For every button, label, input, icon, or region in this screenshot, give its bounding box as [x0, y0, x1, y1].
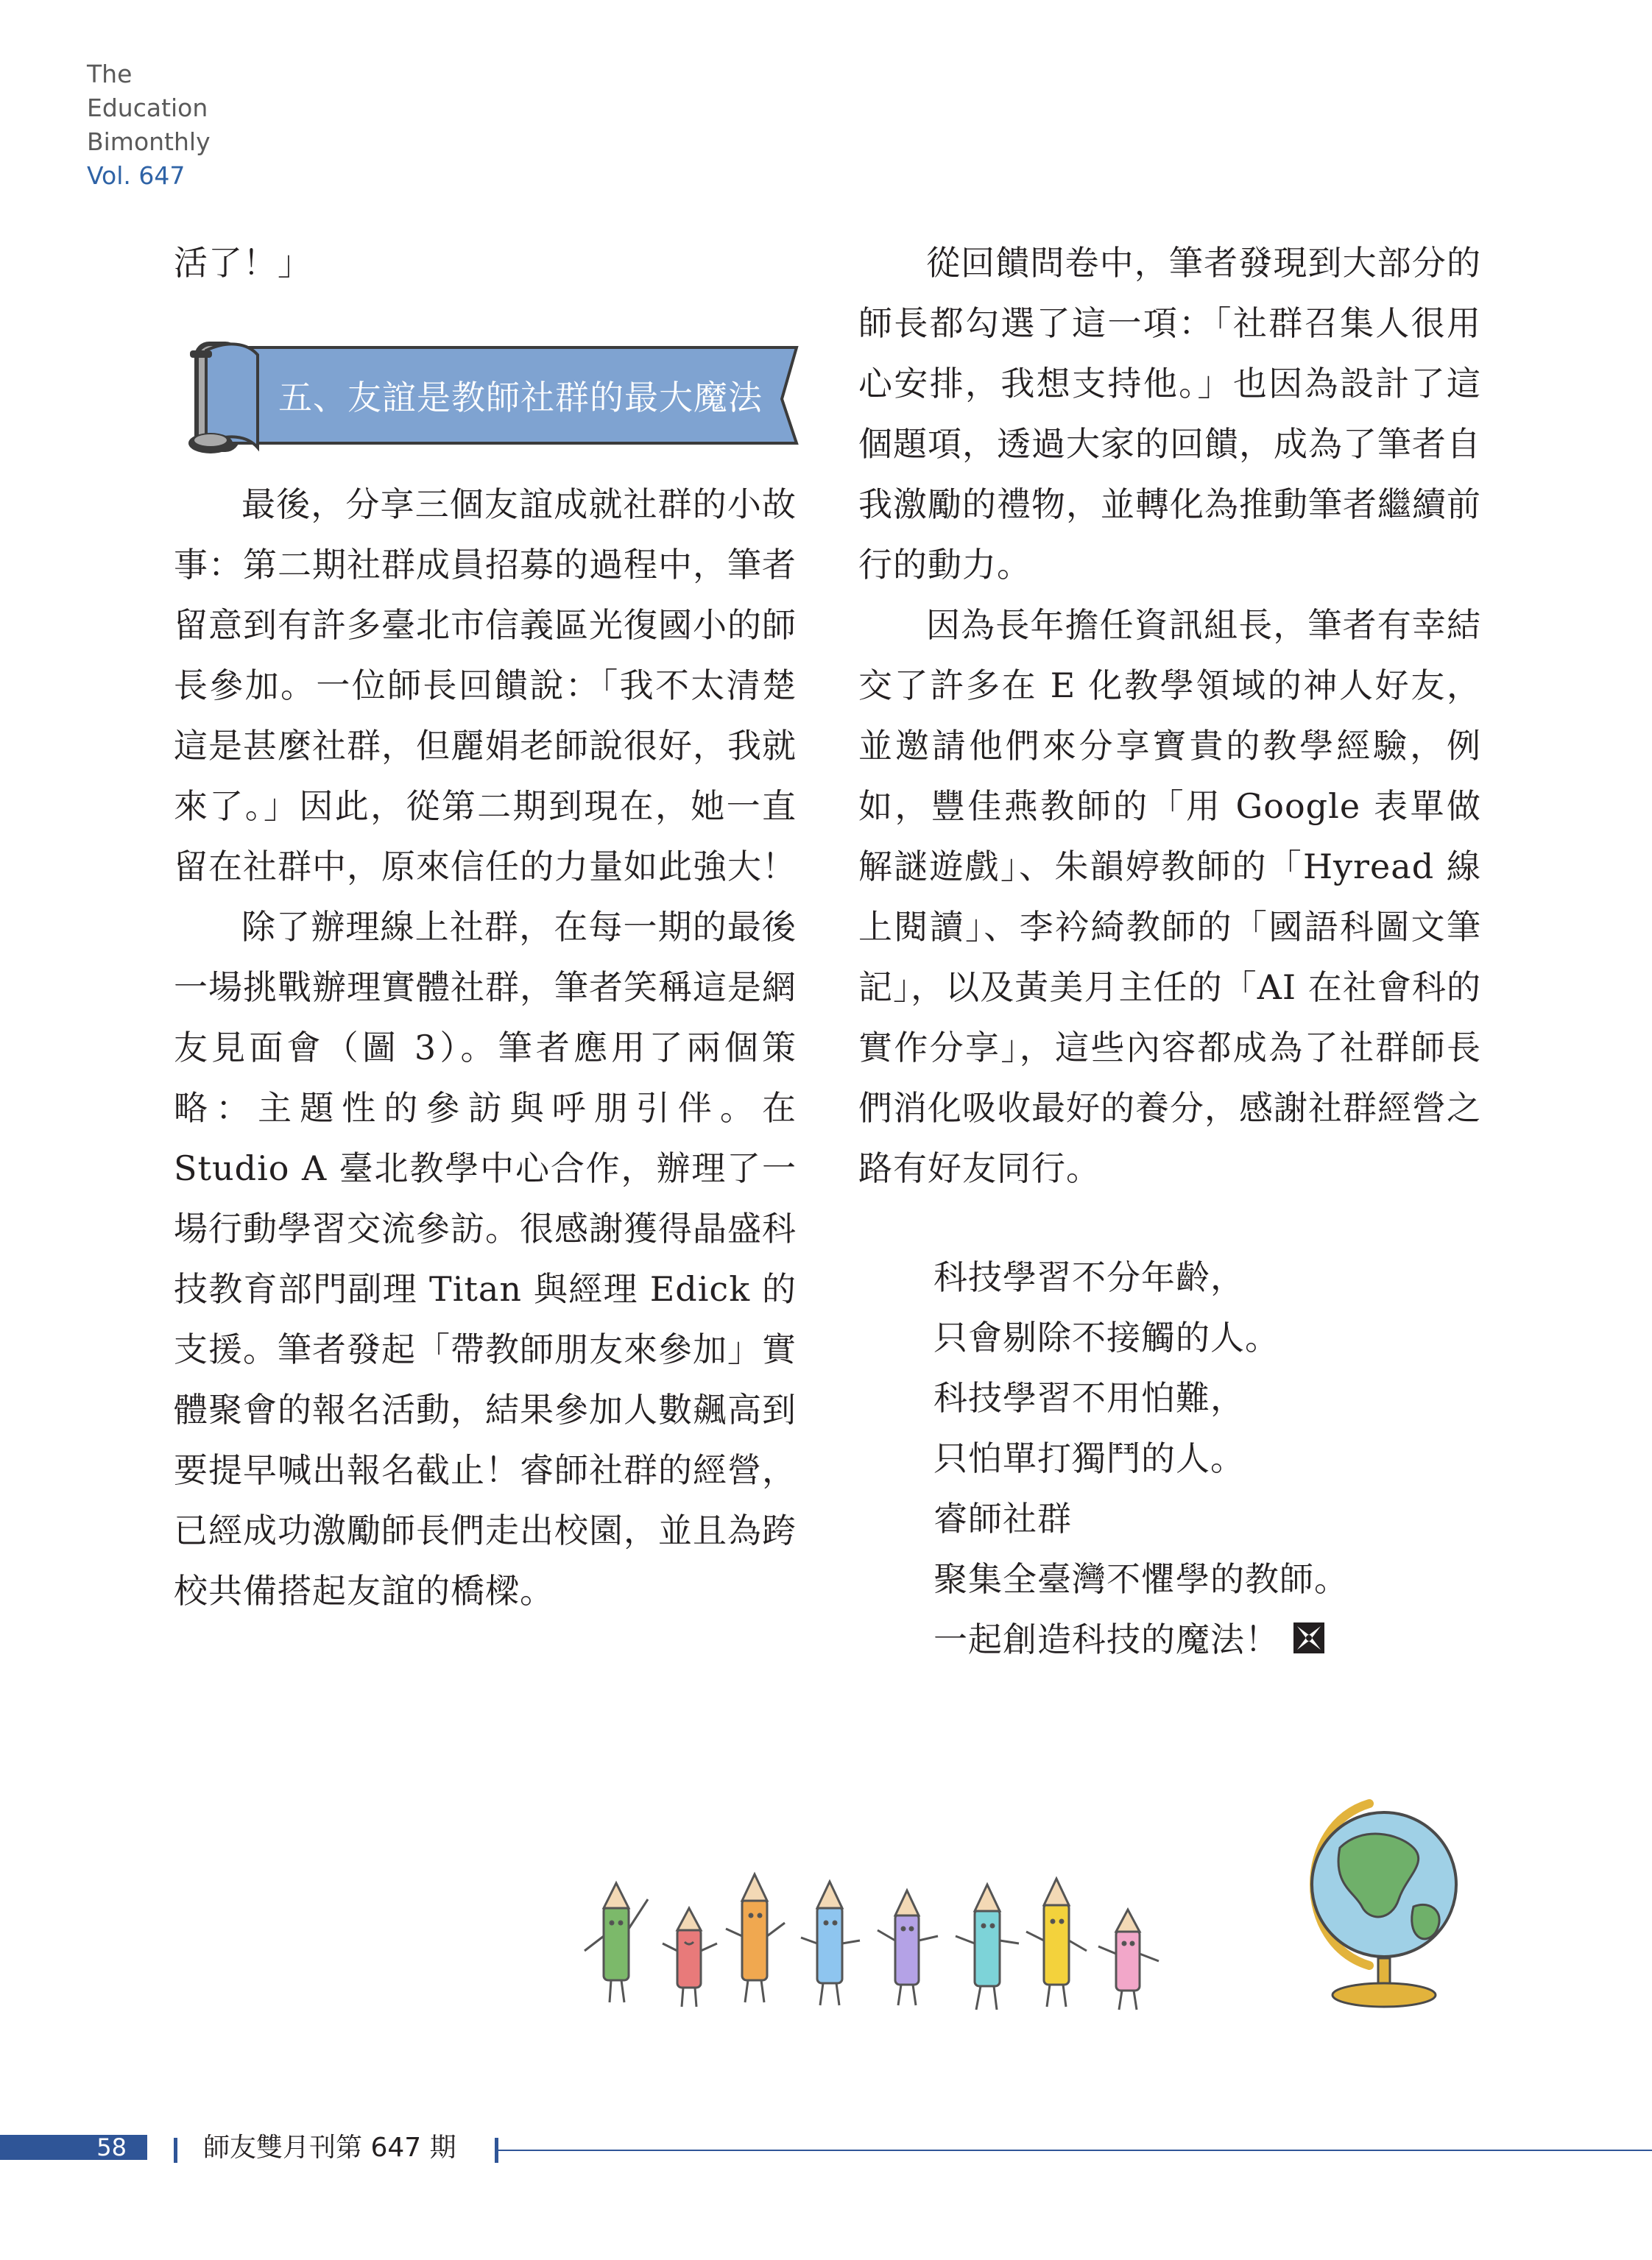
masthead-line-3: Bimonthly — [87, 127, 211, 156]
poem-line-4: 只怕單打獨鬥的人。 — [933, 1438, 1245, 1478]
crayon-pink — [1098, 1910, 1159, 2010]
globe-illustration — [1288, 1796, 1480, 2017]
poem-line-3: 科技學習不用怕難， — [933, 1378, 1245, 1418]
poem-line-5: 睿師社群 — [933, 1499, 1072, 1539]
closing-poem — [933, 1247, 1349, 1673]
crayon-characters-illustration — [574, 1870, 1237, 2017]
masthead — [87, 57, 211, 193]
crayon-yellow — [1026, 1879, 1087, 2007]
poem-line-7-wrap — [933, 1609, 1349, 1673]
left-column-body — [174, 474, 797, 1621]
right-paragraph-1: 從回饋問卷中，筆者發現到大部分的師長都勾選了這一項：「社群召集人很用心安排，我想支持他。」也因為設計了這個題項，透過大家的回饋，成為了筆者自我激勵的禮物，並轉化為推動筆者繼續前行的動力。 — [858, 243, 1481, 585]
poem-line-1: 科技學習不分年齡， — [933, 1257, 1245, 1297]
masthead-line-1: The — [87, 60, 133, 88]
volume-label: Vol. 647 — [87, 161, 186, 190]
left-column-top — [174, 233, 797, 293]
crayon-teal — [956, 1885, 1019, 2010]
publication-title: 師友雙月刊第 647 期 — [203, 2133, 456, 2163]
end-mark-icon — [1293, 1612, 1325, 1673]
crayon-green — [585, 1883, 648, 2002]
crayon-purple — [878, 1890, 938, 2005]
poem-line-6: 聚集全臺灣不懼學的教師。 — [933, 1559, 1349, 1599]
right-column — [858, 233, 1481, 1198]
section-heading: 五、友誼是教師社群的最大魔法 — [278, 378, 763, 417]
crayon-blue — [801, 1882, 860, 2005]
left-paragraph-2: 除了辦理線上社群，在每一期的最後一場挑戰辦理實體社群，筆者笑稱這是網友見面會（圖 3）。筆者應用了兩個策略：主題性的參訪與呼朋引伴。在 Studio A 臺北教學中心合作，辦理了一場行動學習交流參訪。很感謝獲得晶盛科技教育部門副理 Titan 與經理 Edick 的支援。筆者發起「帶教師朋友來參加」實體聚會的報名活動，結果參加人數飆高到要提早喊出報名截止！睿師社群的經營，已經成功激勵師長們走出校園，並且為跨校共備搭起友誼的橋樑。 — [174, 907, 797, 1611]
crayon-orange — [726, 1874, 785, 2002]
right-paragraph-2: 因為長年擔任資訊組長，筆者有幸結交了許多在 E 化教學領域的神人好友，並邀請他們來分享寶貴的教學經驗，例如，豐佳燕教師的「用 Google 表單做解謎遊戲」、朱韻婷教師的「Hyread 線上閱讀」、李衿綺教師的「國語科圖文筆記」，以及黃美月主任的「AI 在社會科的實作分享」，這些內容都成為了社群師長們消化吸收最好的養分，感謝社群經營之路有好友同行。 — [858, 605, 1481, 1188]
poem-line-2: 只會剔除不接觸的人。 — [933, 1318, 1279, 1357]
left-paragraph-0: 活了！」 — [174, 243, 312, 283]
page-number: 58 — [0, 2135, 147, 2160]
left-paragraph-1: 最後，分享三個友誼成就社群的小故事：第二期社群成員招募的過程中，筆者留意到有許多臺北市信義區光復國小的師長參加。一位師長回饋說：「我不太清楚這是甚麼社群，但麗娟老師說很好，我就來了。」因此，從第二期到現在，她一直留在社群中，原來信任的力量如此強大！ — [174, 484, 797, 886]
masthead-line-2: Education — [87, 93, 208, 122]
poem-line-7: 一起創造科技的魔法！ — [933, 1620, 1279, 1659]
crayon-red — [663, 1908, 717, 2007]
section-heading-banner — [177, 333, 802, 458]
